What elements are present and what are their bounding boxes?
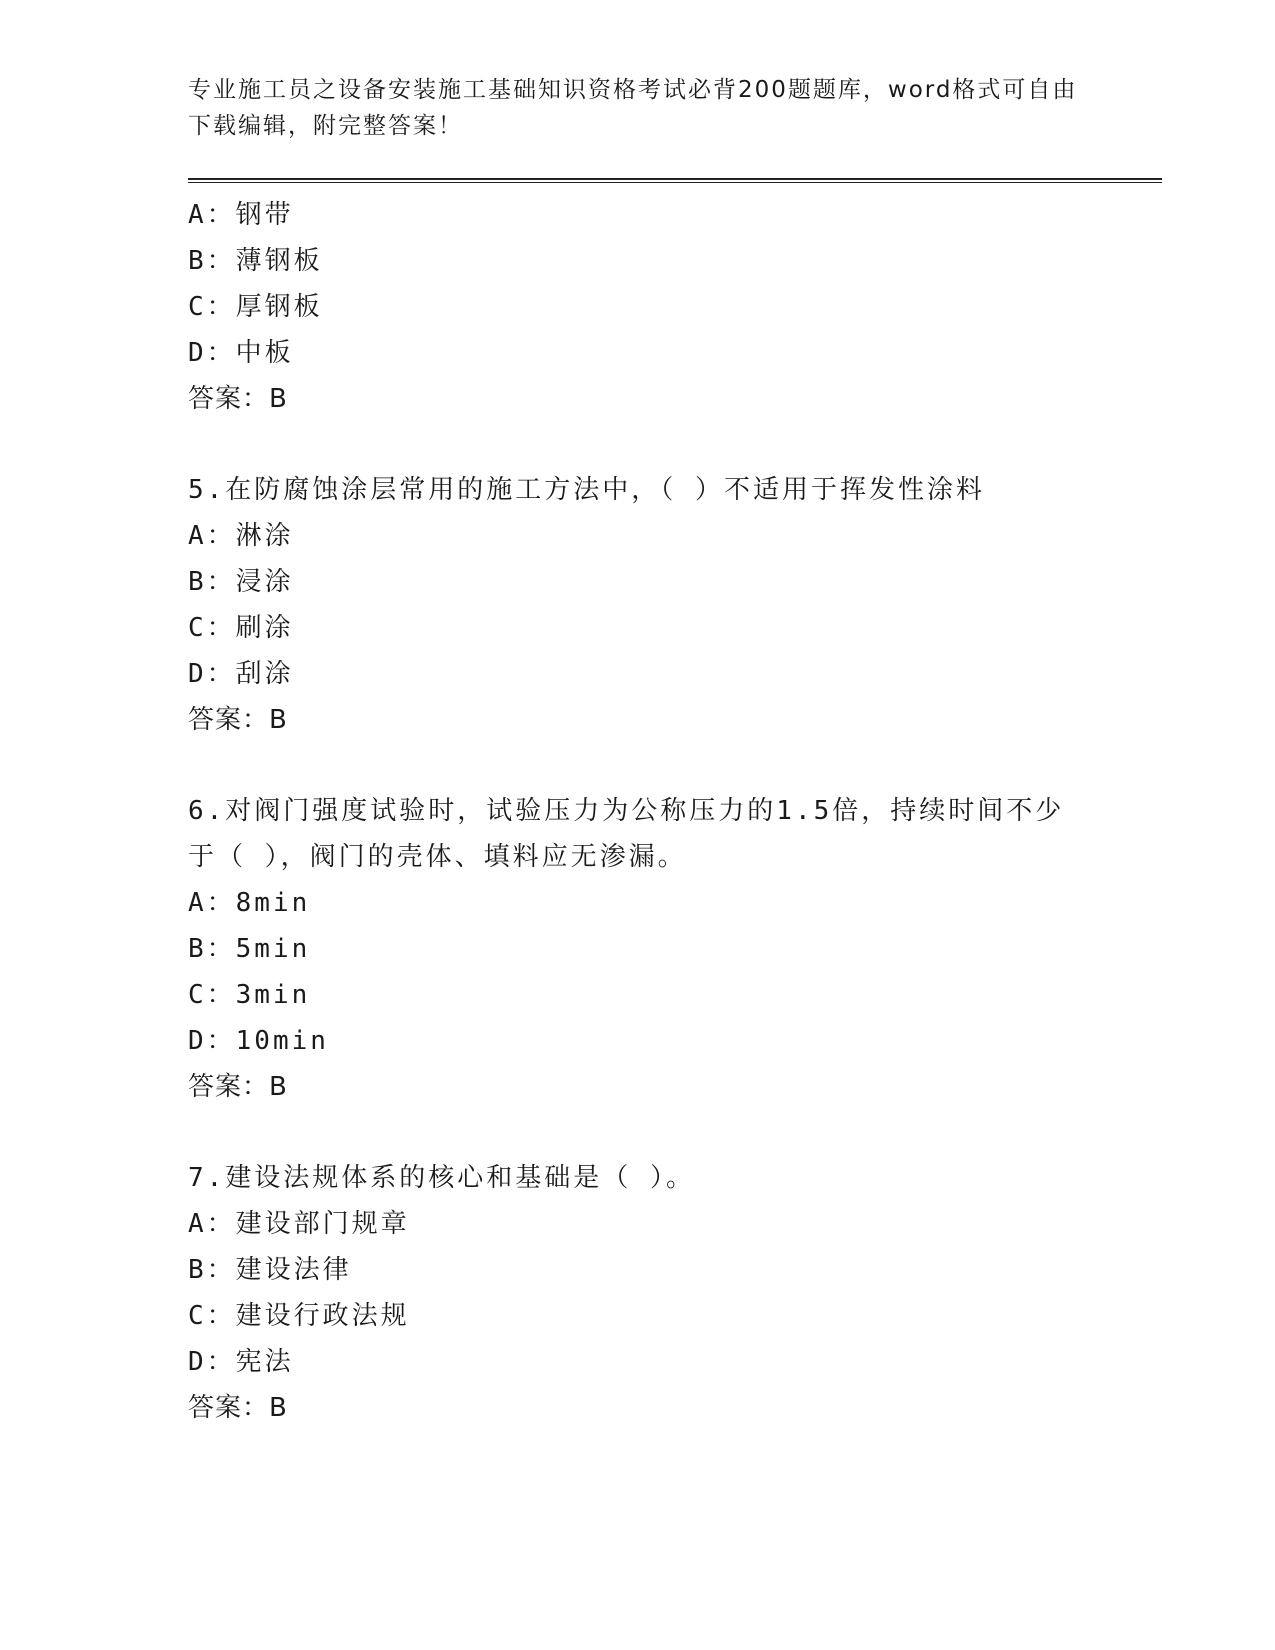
option-b: B：5min bbox=[188, 934, 311, 964]
option-a: A：淋涂 bbox=[188, 521, 294, 551]
option-c: C：建设行政法规 bbox=[188, 1301, 410, 1331]
option-c: C：刷涂 bbox=[188, 613, 294, 643]
question-list bbox=[188, 192, 1128, 1431]
question-text: 7.建设法规体系的核心和基础是（ ）。 bbox=[188, 1163, 695, 1193]
answer: 答案：B bbox=[188, 1393, 288, 1423]
question-text-line-2: 于（ ），阀门的壳体、填料应无渗漏。 bbox=[188, 842, 687, 872]
option-b: B：浸涂 bbox=[188, 567, 294, 597]
option-c: C：厚钢板 bbox=[188, 292, 323, 322]
answer: 答案：B bbox=[188, 705, 288, 735]
option-d: D：中板 bbox=[188, 338, 294, 368]
answer: 答案：B bbox=[188, 1072, 288, 1102]
question-5 bbox=[188, 467, 1128, 743]
option-c: C：3min bbox=[188, 980, 311, 1010]
question-text: 5.在防腐蚀涂层常用的施工方法中，（ ）不适用于挥发性涂料 bbox=[188, 475, 985, 505]
option-a: A：8min bbox=[188, 888, 311, 918]
option-d: D：10min bbox=[188, 1026, 329, 1056]
option-d: D：宪法 bbox=[188, 1347, 294, 1377]
option-a: A：钢带 bbox=[188, 200, 294, 230]
option-d: D：刮涂 bbox=[188, 659, 294, 689]
header-divider bbox=[188, 178, 1162, 183]
option-b: B：薄钢板 bbox=[188, 246, 323, 276]
answer: 答案：B bbox=[188, 384, 288, 414]
option-b: B：建设法律 bbox=[188, 1255, 352, 1285]
question-6 bbox=[188, 788, 1128, 1110]
question-4 bbox=[188, 192, 1128, 422]
question-text-line-1: 6.对阀门强度试验时，试验压力为公称压力的1.5倍，持续时间不少 bbox=[188, 796, 1065, 826]
question-7 bbox=[188, 1155, 1128, 1431]
header-title-line-2: 下载编辑，附完整答案！ bbox=[188, 113, 463, 139]
header-title-line-1: 专业施工员之设备安装施工基础知识资格考试必背200题题库，word格式可自由 bbox=[188, 77, 1078, 103]
option-a: A：建设部门规章 bbox=[188, 1209, 410, 1239]
document-header bbox=[188, 72, 1088, 144]
